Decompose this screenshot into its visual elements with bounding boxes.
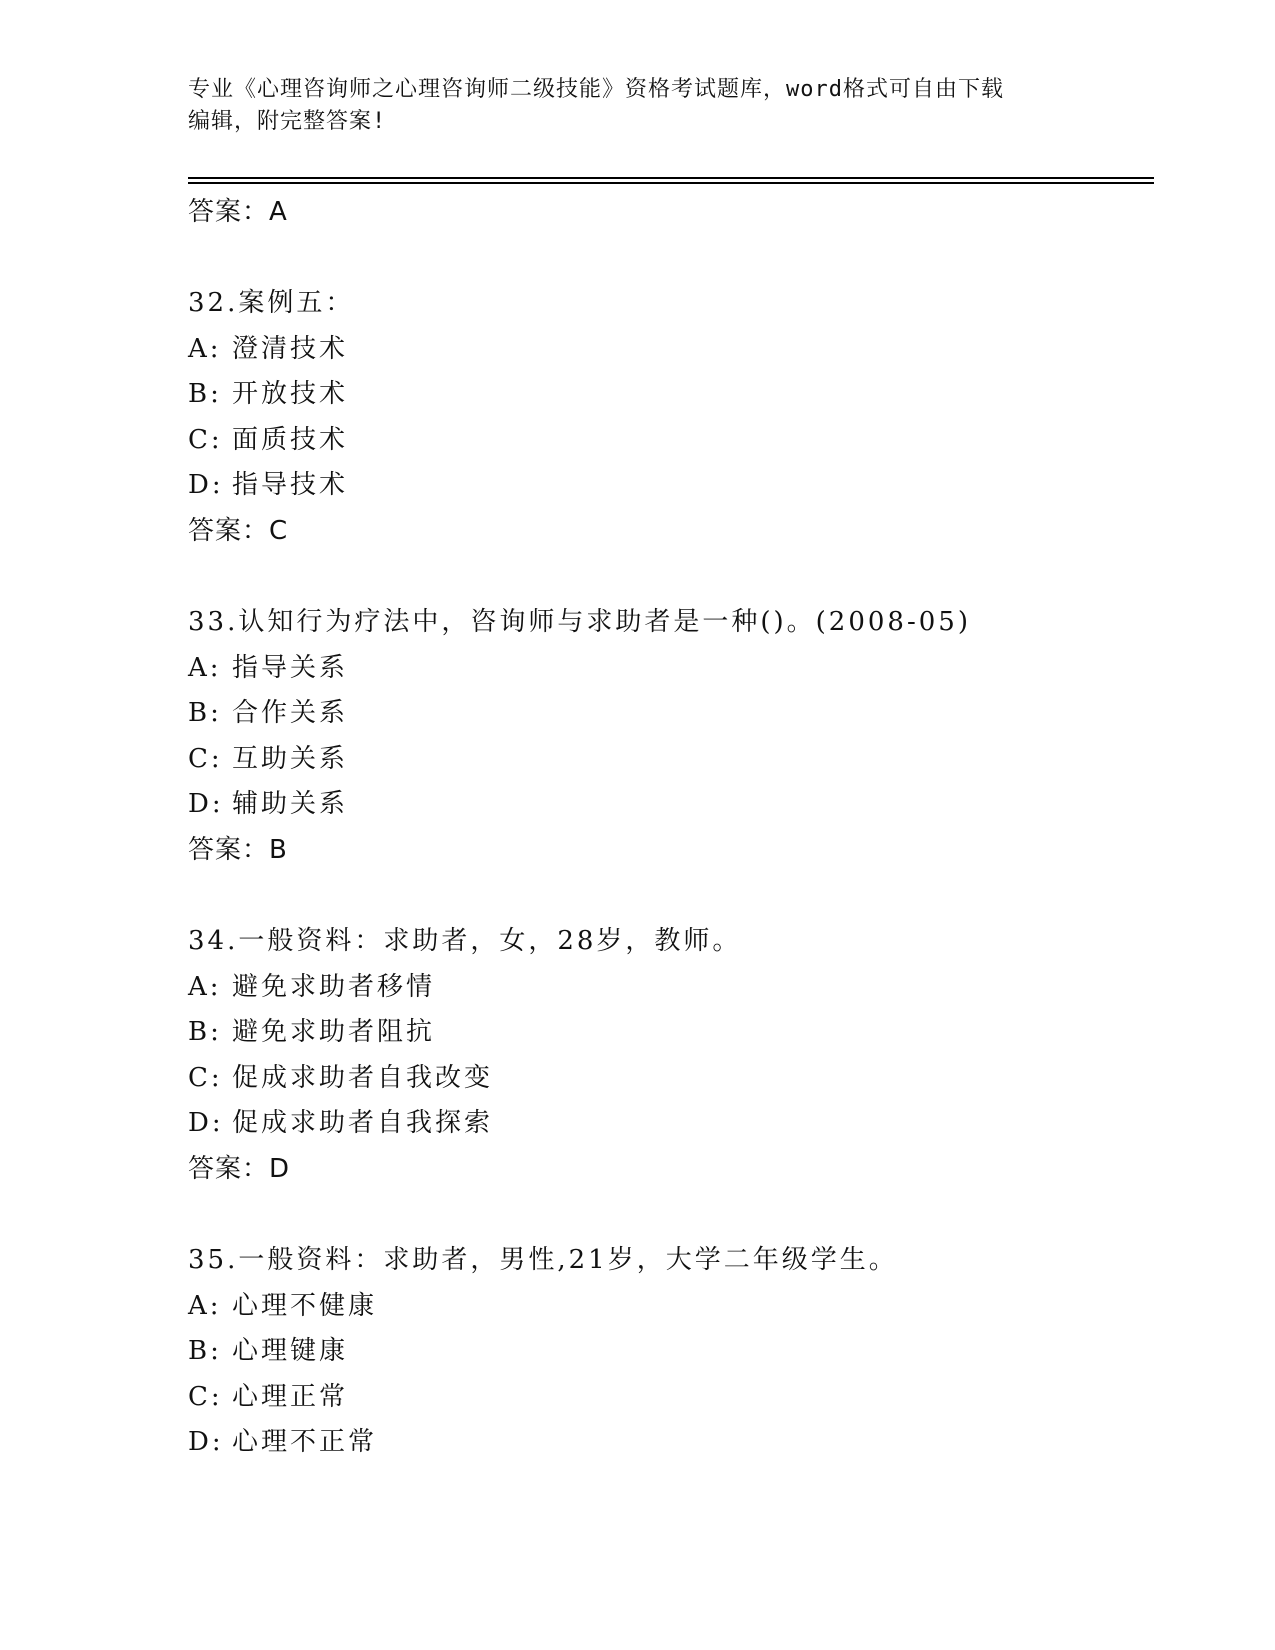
option-text: 促成求助者自我改变 [232,1062,494,1093]
option-text: 指导技术 [232,470,349,501]
question-block [188,919,1148,1192]
option-d [188,1101,1148,1147]
question-stem: 33.认知行为疗法中，咨询师与求助者是一种()。(2008-05) [188,606,971,637]
option-text: 心理键康 [232,1336,349,1367]
option-letter: B: [188,379,222,410]
option-text: 合作关系 [232,698,349,729]
option-text: 避免求助者移情 [232,971,436,1002]
option-text: 辅助关系 [232,789,349,820]
option-b [188,1010,1148,1056]
option-letter: D: [188,789,224,820]
question-list [188,190,1148,1466]
answer-label: 答案： [188,515,270,546]
answer-label: 答案： [188,1153,270,1184]
question-stem: 34.一般资料：求助者，女，28岁，教师。 [188,925,742,956]
option-b [188,1329,1148,1375]
option-d [188,463,1148,509]
option-text: 促成求助者自我探索 [232,1108,494,1139]
option-c [188,737,1148,783]
option-letter: A: [188,652,222,683]
question-block [188,1238,1148,1466]
question-block [188,600,1148,873]
option-letter: D: [188,1427,224,1458]
option-text: 指导关系 [232,652,349,683]
option-letter: B: [188,1336,222,1367]
option-a [188,646,1148,692]
answer-value: B [269,834,288,865]
option-d [188,1420,1148,1466]
option-letter: A: [188,971,222,1002]
answer-value: C [269,515,289,546]
document-header [188,74,1068,138]
answer-value: A [269,197,288,227]
option-letter: C: [188,1381,223,1412]
option-text: 心理不正常 [232,1427,378,1458]
option-c [188,1375,1148,1421]
option-letter: A: [188,1290,222,1321]
answer-line [188,190,1148,235]
option-text: 澄清技术 [232,333,349,364]
option-letter: C: [188,743,223,774]
header-divider-bottom [188,182,1154,184]
question-block [188,281,1148,554]
option-text: 面质技术 [232,424,349,455]
answer-value: D [269,1153,291,1184]
header-divider-top [188,177,1154,179]
header-line-1: 专业《心理咨询师之心理咨询师二级技能》资格考试题库，word格式可自由下载 [188,77,1004,102]
option-d [188,782,1148,828]
option-b [188,691,1148,737]
answer-line [188,828,1148,873]
option-letter: C: [188,424,223,455]
option-text: 互助关系 [232,743,349,774]
option-letter: A: [188,333,222,364]
option-letter: B: [188,1017,222,1048]
option-c [188,418,1148,464]
header-line-2: 编辑，附完整答案! [188,109,387,134]
option-text: 心理不健康 [232,1290,378,1321]
option-a [188,965,1148,1011]
option-text: 开放技术 [232,379,349,410]
option-c [188,1056,1148,1102]
option-text: 心理正常 [232,1381,349,1412]
option-letter: D: [188,470,224,501]
answer-label: 答案： [188,197,270,227]
option-letter: B: [188,698,222,729]
option-a [188,327,1148,373]
question-stem: 32.案例五： [188,288,355,318]
option-letter: D: [188,1108,224,1139]
answer-line [188,509,1148,554]
option-a [188,1284,1148,1330]
answer-line [188,1147,1148,1192]
option-b [188,372,1148,418]
answer-label: 答案： [188,834,270,865]
option-letter: C: [188,1062,223,1093]
option-text: 避免求助者阻抗 [232,1017,436,1048]
question-stem: 35.一般资料：求助者，男性,21岁，大学二年级学生。 [188,1244,898,1275]
